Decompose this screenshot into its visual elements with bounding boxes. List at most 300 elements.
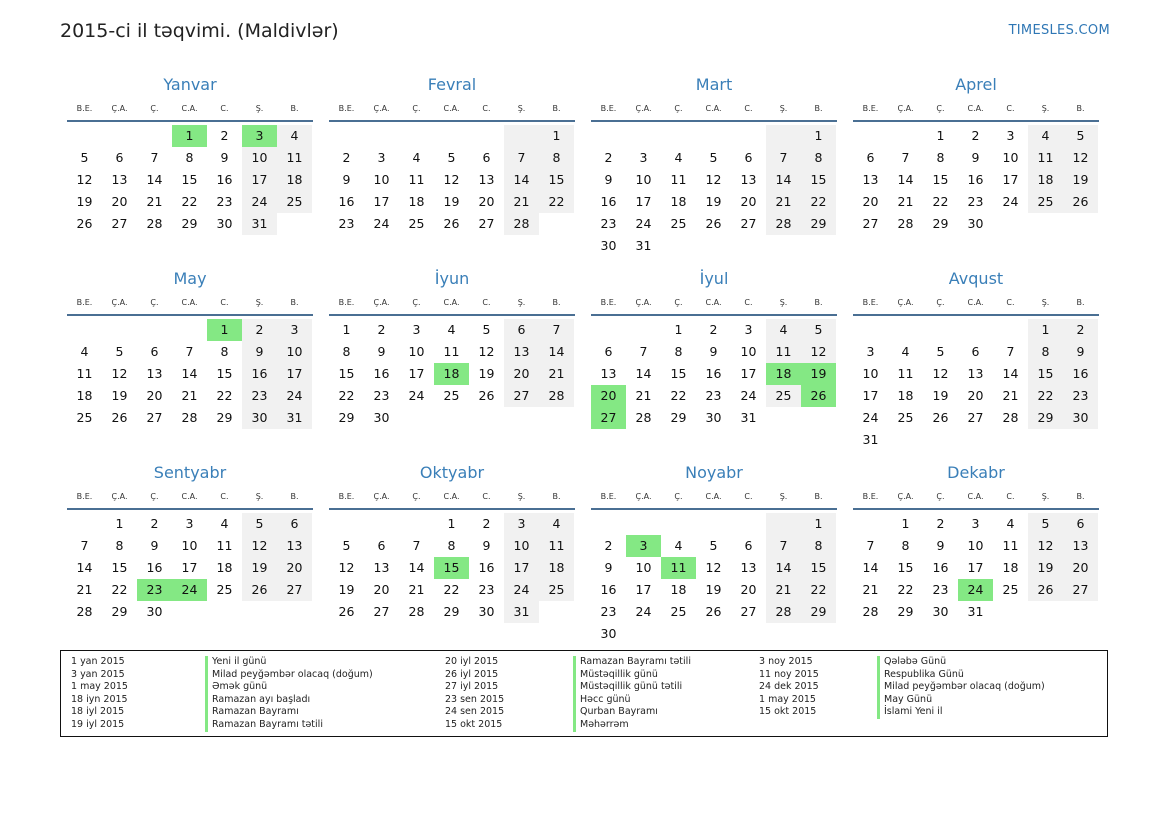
day-cell-holiday: 19 [801, 363, 836, 385]
day-cell: 3 [412, 322, 421, 337]
legend-date: 24 sen 2015 [445, 706, 505, 718]
day-blank [102, 125, 137, 147]
day-cell: 14 [635, 366, 652, 381]
day-cell: 25 [408, 216, 425, 231]
day-cell: 18 [1028, 169, 1063, 191]
day-cell: 10 [740, 344, 757, 359]
weekday-label: Ç. [674, 298, 683, 307]
weekday-label: Ç.A. [897, 492, 914, 501]
day-cell: 22 [443, 582, 460, 597]
weekday-label: B. [1076, 104, 1085, 113]
days-grid [67, 316, 313, 429]
weekday-label: C.A. [181, 492, 198, 501]
weekday-label: B.E. [338, 104, 355, 113]
day-cell: 22 [801, 191, 836, 213]
day-cell: 26 [932, 410, 949, 425]
weekday-label: Ş. [517, 104, 526, 113]
day-blank [67, 319, 102, 341]
day-cell: 19 [705, 582, 722, 597]
day-cell: 15 [670, 366, 687, 381]
weekday-label: B.E. [862, 492, 879, 501]
day-cell: 16 [932, 560, 949, 575]
day-cell: 21 [76, 582, 93, 597]
day-cell: 15 [216, 366, 233, 381]
day-cell: 29 [181, 216, 198, 231]
day-cell: 24 [635, 604, 652, 619]
legend-holiday-name: Əmək günü [205, 681, 445, 694]
days-grid [591, 510, 837, 645]
day-cell: 19 [1028, 557, 1063, 579]
day-cell: 10 [635, 172, 652, 187]
day-cell: 28 [146, 216, 163, 231]
calendar-grid [67, 72, 1101, 644]
day-cell: 2 [971, 128, 980, 143]
day-cell-holiday: 3 [242, 125, 277, 147]
day-cell: 12 [932, 366, 949, 381]
day-cell: 12 [1028, 535, 1063, 557]
day-cell: 4 [674, 150, 683, 165]
month-block [591, 72, 837, 256]
weekday-label: Ç.A. [635, 104, 652, 113]
day-cell: 30 [600, 626, 617, 641]
day-cell: 5 [1063, 125, 1098, 147]
day-cell: 18 [670, 194, 687, 209]
day-cell: 3 [185, 516, 194, 531]
weekday-label: Ç. [674, 104, 683, 113]
day-cell: 6 [744, 150, 753, 165]
weekday-label: C.A. [705, 104, 722, 113]
day-cell: 8 [801, 147, 836, 169]
day-cell: 11 [1028, 147, 1063, 169]
day-cell: 1 [539, 125, 574, 147]
day-cell: 27 [146, 410, 163, 425]
day-cell: 3 [277, 319, 312, 341]
day-cell: 22 [216, 388, 233, 403]
day-cell: 9 [1063, 341, 1098, 363]
legend-date: 15 okt 2015 [759, 706, 817, 718]
weekday-header [67, 292, 313, 316]
day-cell: 11 [539, 535, 574, 557]
day-cell: 6 [115, 150, 124, 165]
day-cell: 21 [766, 191, 801, 213]
day-cell: 2 [1063, 319, 1098, 341]
day-cell: 23 [478, 582, 495, 597]
day-blank [469, 125, 504, 147]
day-cell: 6 [482, 150, 491, 165]
day-blank [853, 513, 888, 535]
day-cell: 3 [1006, 128, 1015, 143]
day-cell: 16 [705, 366, 722, 381]
day-cell: 1 [342, 322, 351, 337]
day-blank [67, 513, 102, 535]
day-cell: 21 [862, 582, 879, 597]
weekday-label: B.E. [338, 298, 355, 307]
day-cell: 17 [967, 560, 984, 575]
legend-date: 1 may 2015 [71, 681, 128, 693]
day-cell: 30 [216, 216, 233, 231]
weekday-label: Ç.A. [111, 298, 128, 307]
day-cell: 24 [373, 216, 390, 231]
weekday-label: Ç. [936, 492, 945, 501]
weekday-label: B. [1076, 298, 1085, 307]
month-block [329, 72, 575, 256]
day-blank [591, 319, 626, 341]
day-cell: 21 [408, 582, 425, 597]
weekday-label: Ş. [779, 104, 788, 113]
day-cell: 27 [277, 579, 312, 601]
day-cell: 7 [1006, 344, 1015, 359]
day-cell: 28 [862, 604, 879, 619]
day-cell: 26 [111, 410, 128, 425]
day-cell: 14 [539, 341, 574, 363]
day-cell: 17 [504, 557, 539, 579]
day-cell: 12 [801, 341, 836, 363]
day-cell-holiday: 24 [172, 579, 207, 601]
day-cell: 29 [801, 213, 836, 235]
legend-date: 24 dek 2015 [759, 681, 819, 693]
weekday-label: C.A. [705, 492, 722, 501]
legend-dates-col-2 [445, 656, 573, 736]
weekday-label: Ç.A. [897, 104, 914, 113]
legend-holiday-name: Ramazan ayı başladı [205, 694, 445, 707]
day-cell: 29 [670, 410, 687, 425]
legend-date: 19 iyl 2015 [71, 718, 125, 730]
weekday-label: Ç. [674, 492, 683, 501]
day-cell: 11 [216, 538, 233, 553]
day-cell: 16 [600, 582, 617, 597]
day-cell: 7 [766, 535, 801, 557]
day-blank [172, 319, 207, 341]
day-cell: 9 [709, 344, 718, 359]
legend-date: 18 iyl 2015 [71, 706, 125, 718]
day-cell: 5 [1028, 513, 1063, 535]
weekday-label: B.E. [600, 298, 617, 307]
weekday-label: B.E. [862, 298, 879, 307]
weekday-label: C. [482, 492, 491, 501]
day-cell: 3 [744, 322, 753, 337]
day-cell: 16 [373, 366, 390, 381]
day-cell: 8 [220, 344, 229, 359]
day-cell: 27 [967, 410, 984, 425]
day-cell: 13 [373, 560, 390, 575]
day-cell: 2 [604, 150, 613, 165]
day-cell: 28 [897, 216, 914, 231]
legend-holiday-name: Qurban Bayramı [573, 706, 759, 719]
day-cell: 31 [740, 410, 757, 425]
month-name: Mart [695, 75, 733, 94]
day-blank [591, 513, 626, 535]
day-cell: 15 [338, 366, 355, 381]
month-block [853, 266, 1099, 450]
day-cell: 26 [1063, 191, 1098, 213]
weekday-label: Ç.A. [897, 298, 914, 307]
day-cell-holiday: 1 [172, 125, 207, 147]
day-cell: 27 [740, 604, 757, 619]
day-cell: 6 [504, 319, 539, 341]
weekday-label: B. [290, 298, 299, 307]
day-cell: 15 [1028, 363, 1063, 385]
day-cell: 24 [635, 216, 652, 231]
day-blank [329, 125, 364, 147]
legend-holiday-name: Həcc günü [573, 694, 759, 707]
weekday-label: B. [290, 492, 299, 501]
day-cell: 21 [504, 191, 539, 213]
day-cell: 2 [150, 516, 159, 531]
day-blank [923, 319, 958, 341]
month-name: İyul [699, 269, 729, 288]
day-cell: 23 [705, 388, 722, 403]
day-cell: 4 [277, 125, 312, 147]
brand-link[interactable]: TIMESLES.COM [1008, 23, 1110, 38]
day-blank [661, 125, 696, 147]
legend-date: 11 noy 2015 [759, 668, 819, 680]
day-cell: 18 [1002, 560, 1019, 575]
day-cell: 23 [338, 216, 355, 231]
day-cell: 30 [373, 410, 390, 425]
day-cell: 13 [146, 366, 163, 381]
month-name: Dekabr [947, 463, 1005, 482]
day-cell: 24 [862, 410, 879, 425]
day-cell: 23 [373, 388, 390, 403]
month-name: Sentyabr [153, 463, 227, 482]
day-cell: 27 [504, 385, 539, 407]
day-cell: 16 [338, 194, 355, 209]
weekday-label: C.A. [181, 298, 198, 307]
day-cell-holiday: 26 [801, 385, 836, 407]
day-blank [731, 125, 766, 147]
day-cell: 30 [478, 604, 495, 619]
weekday-header [591, 292, 837, 316]
day-cell: 17 [408, 366, 425, 381]
day-cell: 13 [967, 366, 984, 381]
day-cell: 4 [80, 344, 89, 359]
day-cell-holiday: 3 [626, 535, 661, 557]
weekday-label: Ç.A. [373, 104, 390, 113]
weekday-header [329, 98, 575, 122]
day-cell: 30 [146, 604, 163, 619]
weekday-header [329, 486, 575, 510]
month-name: Aprel [955, 75, 997, 94]
day-cell: 18 [897, 388, 914, 403]
day-cell: 19 [242, 557, 277, 579]
day-cell: 24 [242, 191, 277, 213]
day-blank [853, 319, 888, 341]
day-cell: 16 [146, 560, 163, 575]
day-cell: 15 [801, 557, 836, 579]
legend-holiday-name: May Günü [877, 694, 1099, 707]
day-cell: 13 [862, 172, 879, 187]
day-cell: 9 [220, 150, 229, 165]
day-cell: 4 [412, 150, 421, 165]
day-cell: 15 [801, 169, 836, 191]
day-cell: 8 [801, 535, 836, 557]
day-cell: 14 [146, 172, 163, 187]
month-block [67, 266, 313, 450]
weekday-label: B.E. [76, 104, 93, 113]
day-cell: 8 [674, 344, 683, 359]
day-cell: 6 [277, 513, 312, 535]
day-cell: 9 [242, 341, 277, 363]
day-cell: 30 [932, 604, 949, 619]
day-cell: 17 [635, 582, 652, 597]
day-cell: 31 [967, 604, 984, 619]
weekday-label: C. [220, 492, 229, 501]
weekday-label: C.A. [443, 104, 460, 113]
legend-holiday-name: Müstəqillik günü [573, 669, 759, 682]
days-grid [329, 316, 575, 429]
day-cell: 12 [443, 172, 460, 187]
weekday-label: Ç.A. [373, 298, 390, 307]
day-cell: 22 [1028, 385, 1063, 407]
day-cell: 24 [277, 385, 312, 407]
month-block [67, 72, 313, 256]
day-cell: 19 [76, 194, 93, 209]
day-cell: 19 [443, 194, 460, 209]
day-cell: 4 [220, 516, 229, 531]
day-cell: 15 [539, 169, 574, 191]
day-cell: 19 [932, 388, 949, 403]
days-grid [329, 510, 575, 623]
legend-date: 3 yan 2015 [71, 668, 125, 680]
day-cell: 21 [1002, 388, 1019, 403]
day-cell: 2 [220, 128, 229, 143]
day-cell: 6 [1063, 513, 1098, 535]
day-cell: 10 [373, 172, 390, 187]
day-cell: 26 [705, 604, 722, 619]
weekday-label: Ç.A. [635, 492, 652, 501]
day-cell: 21 [146, 194, 163, 209]
day-cell: 4 [1006, 516, 1015, 531]
day-cell: 11 [76, 366, 93, 381]
day-cell: 27 [111, 216, 128, 231]
legend-holiday-name: Ramazan Bayramı tətili [573, 656, 759, 669]
day-blank [696, 125, 731, 147]
day-cell: 22 [338, 388, 355, 403]
weekday-label: B. [290, 104, 299, 113]
weekday-label: Ç. [150, 492, 159, 501]
day-cell: 5 [482, 322, 491, 337]
day-cell: 4 [1028, 125, 1063, 147]
day-cell: 14 [1002, 366, 1019, 381]
weekday-header [853, 98, 1099, 122]
day-cell: 22 [111, 582, 128, 597]
day-cell: 22 [539, 191, 574, 213]
weekday-label: C.A. [705, 298, 722, 307]
day-cell: 14 [181, 366, 198, 381]
weekday-label: Ş. [779, 298, 788, 307]
day-cell: 17 [181, 560, 198, 575]
day-cell: 28 [76, 604, 93, 619]
day-cell: 18 [76, 388, 93, 403]
legend-date: 23 sen 2015 [445, 693, 505, 705]
day-cell: 25 [76, 410, 93, 425]
legend-holiday-name: Yeni il günü [205, 656, 445, 669]
legend-date: 3 noy 2015 [759, 656, 813, 667]
day-cell: 27 [740, 216, 757, 231]
weekday-label: B.E. [600, 104, 617, 113]
day-cell: 26 [705, 216, 722, 231]
legend-holiday-name: Müstəqillik günü tətili [573, 681, 759, 694]
day-blank [102, 319, 137, 341]
day-cell: 31 [277, 407, 312, 429]
day-cell: 25 [670, 604, 687, 619]
day-cell: 10 [862, 366, 879, 381]
month-block [329, 460, 575, 644]
day-cell: 20 [1063, 557, 1098, 579]
weekday-label: Ş. [255, 492, 264, 501]
day-cell: 18 [216, 560, 233, 575]
day-cell: 16 [216, 172, 233, 187]
day-cell: 26 [478, 388, 495, 403]
day-cell: 7 [185, 344, 194, 359]
day-cell: 7 [539, 319, 574, 341]
legend-holiday-name: İslami Yeni il [877, 706, 1099, 719]
day-cell: 21 [635, 388, 652, 403]
day-cell: 18 [670, 582, 687, 597]
day-cell: 14 [504, 169, 539, 191]
day-cell: 4 [901, 344, 910, 359]
day-cell: 1 [801, 513, 836, 535]
day-cell: 2 [377, 322, 386, 337]
day-cell: 11 [670, 172, 687, 187]
day-cell: 25 [216, 582, 233, 597]
day-cell: 23 [1063, 385, 1098, 407]
weekday-header [67, 98, 313, 122]
day-cell: 9 [604, 172, 613, 187]
day-cell: 10 [277, 341, 312, 363]
day-cell: 12 [705, 560, 722, 575]
day-cell: 26 [242, 579, 277, 601]
weekday-label: Ç.A. [635, 298, 652, 307]
day-cell: 27 [1063, 579, 1098, 601]
day-cell: 20 [740, 582, 757, 597]
day-cell: 6 [866, 150, 875, 165]
weekday-label: Ş. [1041, 104, 1050, 113]
day-cell-holiday: 18 [766, 363, 801, 385]
weekday-header [67, 486, 313, 510]
day-cell: 28 [539, 385, 574, 407]
day-cell: 5 [936, 344, 945, 359]
day-cell: 4 [447, 322, 456, 337]
weekday-label: C.A. [443, 298, 460, 307]
day-cell: 29 [801, 601, 836, 623]
day-cell: 12 [1063, 147, 1098, 169]
legend-holiday-name: Ramazan Bayramı tətili [205, 719, 445, 732]
month-name: May [173, 269, 207, 288]
weekday-label: Ş. [517, 492, 526, 501]
day-blank [67, 125, 102, 147]
weekday-label: B. [552, 298, 561, 307]
day-cell: 9 [377, 344, 386, 359]
month-name: Noyabr [685, 463, 743, 482]
day-cell: 5 [242, 513, 277, 535]
day-cell: 25 [897, 410, 914, 425]
day-blank [993, 319, 1028, 341]
days-grid [853, 316, 1099, 451]
day-blank [853, 125, 888, 147]
day-cell: 21 [539, 363, 574, 385]
day-cell: 25 [539, 579, 574, 601]
day-cell: 21 [897, 194, 914, 209]
day-cell: 8 [185, 150, 194, 165]
day-cell-holiday: 23 [137, 579, 172, 601]
day-cell: 8 [342, 344, 351, 359]
day-blank [504, 125, 539, 147]
day-cell: 2 [604, 538, 613, 553]
day-cell: 20 [111, 194, 128, 209]
day-cell: 9 [150, 538, 159, 553]
day-cell: 26 [1028, 579, 1063, 601]
